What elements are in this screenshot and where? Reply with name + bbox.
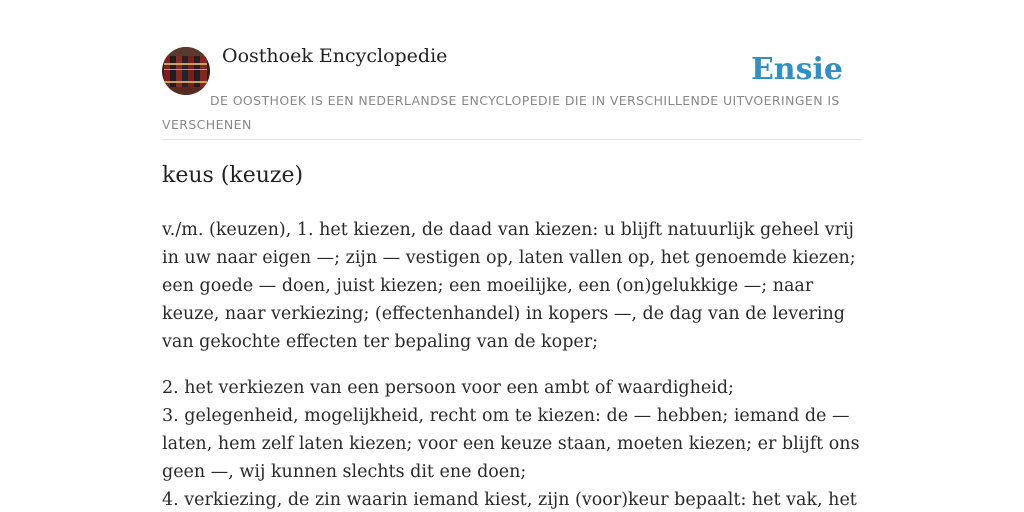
brand-logo[interactable]: Ensie [750, 52, 843, 87]
site-title[interactable]: Oosthoek Encyclopedie [222, 45, 448, 67]
entry-paragraph: v./m. (keuzen), 1. het kiezen, de daad van kiezen: u blijft natuurlijk geheel vrij in uw naar eigen —; zijn — vestigen op, laten vallen op, het genoemde kiezen; een goede — doen, juist kiezen; een moeilijke, een (on)gelukkige —; naar keuze, naar verkiezing; (effectenhandel) in kopers —, de dag van de levering van gekochte effecten ter bepaling van de koper; [162, 220, 856, 352]
entry-title: keus (keuze) [162, 163, 304, 188]
header-divider [162, 139, 862, 140]
entry-paragraph: 3. gelegenheid, mogelijkheid, recht om te kiezen: de — hebben; iemand de — laten, hem zelf laten kiezen; voor een keuze staan, moeten kiezen; er blijft ons geen —, wij kunnen slechts dit ene doen; [162, 406, 860, 482]
books-avatar-icon[interactable] [162, 47, 210, 95]
entry-paragraph: 2. het verkiezen van een persoon voor een ambt of waardigheid; [162, 378, 734, 398]
entry-content [162, 216, 864, 512]
entry-paragraph: 4. verkiezing, de zin waarin iemand kiest, zijn (voor)keur bepaalt: het vak, het [162, 490, 857, 510]
site-subtitle: DE OOSTHOEK IS EEN NEDERLANDSE ENCYCLOPEDIE DIE IN VERSCHILLENDE UITVOERINGEN IS VERSCHENEN [162, 93, 840, 132]
